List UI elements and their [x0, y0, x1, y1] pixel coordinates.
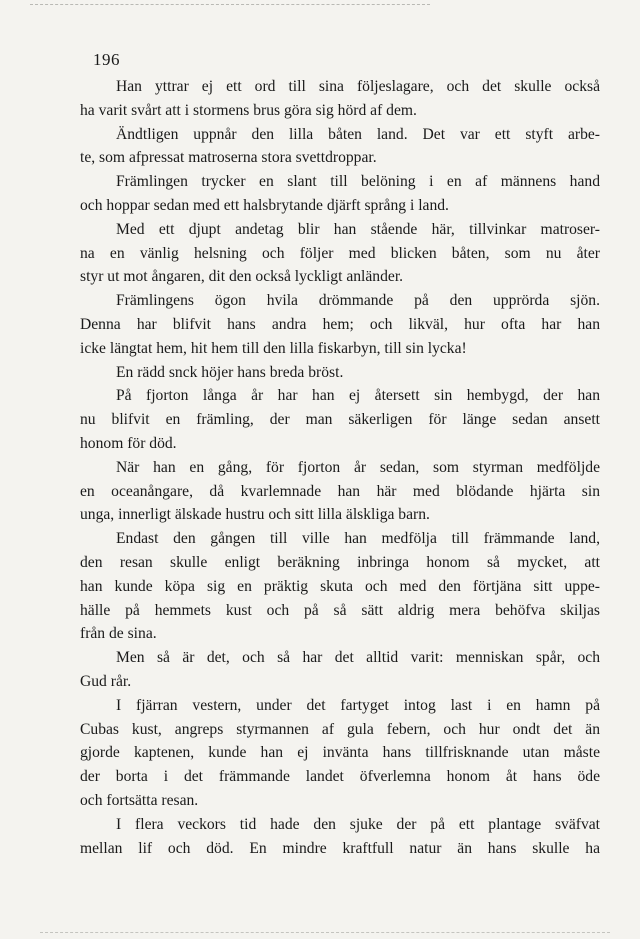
text-line: icke längtat hem, hit hem till den lilla fiskarbyn, till sin lycka!	[80, 339, 467, 357]
text-line: styr ut mot ångaren, dit den också lyckligt anländer.	[80, 268, 404, 286]
text-line: I flera veckors tid hade den sjuke der på ett plantage sväfvat	[116, 815, 600, 833]
text-line: te, som afpressat matroserna stora svettdroppar.	[80, 149, 377, 167]
text-line: hälle på hemmets kust och på så sätt aldrig mera behöfva skiljas	[80, 601, 600, 619]
text-line: en oceanångare, då kvarlemnade han här med blödande hjärta sin	[80, 482, 600, 500]
text-line: Främlingen trycker en slant till belöning i en af männens hand	[116, 173, 600, 191]
text-line: En rädd snck höjer hans breda bröst.	[116, 363, 344, 381]
text-line: na en vänlig helsning och följer med blicken båten, som nu åter	[80, 244, 600, 262]
text-line: och fortsätta resan.	[80, 791, 199, 809]
text-line: der borta i det främmande landet öfverlemna honom åt hans öde	[80, 768, 600, 786]
text-line: han kunde köpa sig en präktig skuta och med den förtjäna sitt uppe-	[80, 577, 600, 595]
text-line: Han yttrar ej ett ord till sina följeslagare, och det skulle också	[116, 78, 600, 95]
text-line: Främlingens ögon hvila drömmande på den upprörda sjön.	[116, 292, 600, 310]
top-edge-rule	[30, 4, 430, 5]
text-line: den resan skulle enligt beräkning inbringa honom så mycket, att	[80, 553, 600, 571]
text-line: Cubas kust, angreps styrmannen af gula febern, och hur ondt det än	[80, 720, 600, 738]
text-line: Gud rår.	[80, 672, 132, 690]
page-number: 196	[93, 50, 120, 69]
text-line: från de sina.	[80, 625, 157, 643]
text-line: Ändtligen uppnår den lilla båten land. Det var ett styft arbe-	[116, 125, 600, 143]
body-text	[80, 75, 600, 860]
text-line: Endast den gången till ville han medfölja till främmande land,	[116, 530, 600, 548]
text-line: mellan lif och död. En mindre kraftfull natur än hans skulle ha	[80, 839, 600, 857]
text-line: unga, innerligt älskade hustru och sitt lilla älskliga barn.	[80, 506, 430, 524]
text-line: ha varit svårt att i stormens brus göra sig hörd af dem.	[80, 101, 417, 119]
text-line: När han en gång, för fjorton år sedan, som styrman medföljde	[116, 458, 600, 476]
text-line: honom för död.	[80, 434, 177, 452]
text-line: nu blifvit en främling, der man säkerligen för länge sedan ansett	[80, 411, 600, 429]
text-line: och hoppar sedan med ett halsbrytande djärft språng i land.	[80, 196, 449, 214]
text-line: Med ett djupt andetag blir han stående här, tillvinkar matroser-	[116, 220, 600, 238]
text-line: gjorde kaptenen, kunde han ej invänta hans tillfrisknande utan måste	[80, 744, 600, 762]
bottom-edge-rule	[40, 932, 610, 933]
text-line: I fjärran vestern, under det fartyget intog last i en hamn på	[116, 696, 600, 714]
text-line: På fjorton långa år har han ej återsett sin hembygd, der han	[116, 387, 600, 405]
text-line: Denna har blifvit hans andra hem; och likväl, hur ofta har han	[80, 315, 600, 333]
text-line: Men så är det, och så har det alltid varit: menniskan spår, och	[116, 649, 600, 667]
